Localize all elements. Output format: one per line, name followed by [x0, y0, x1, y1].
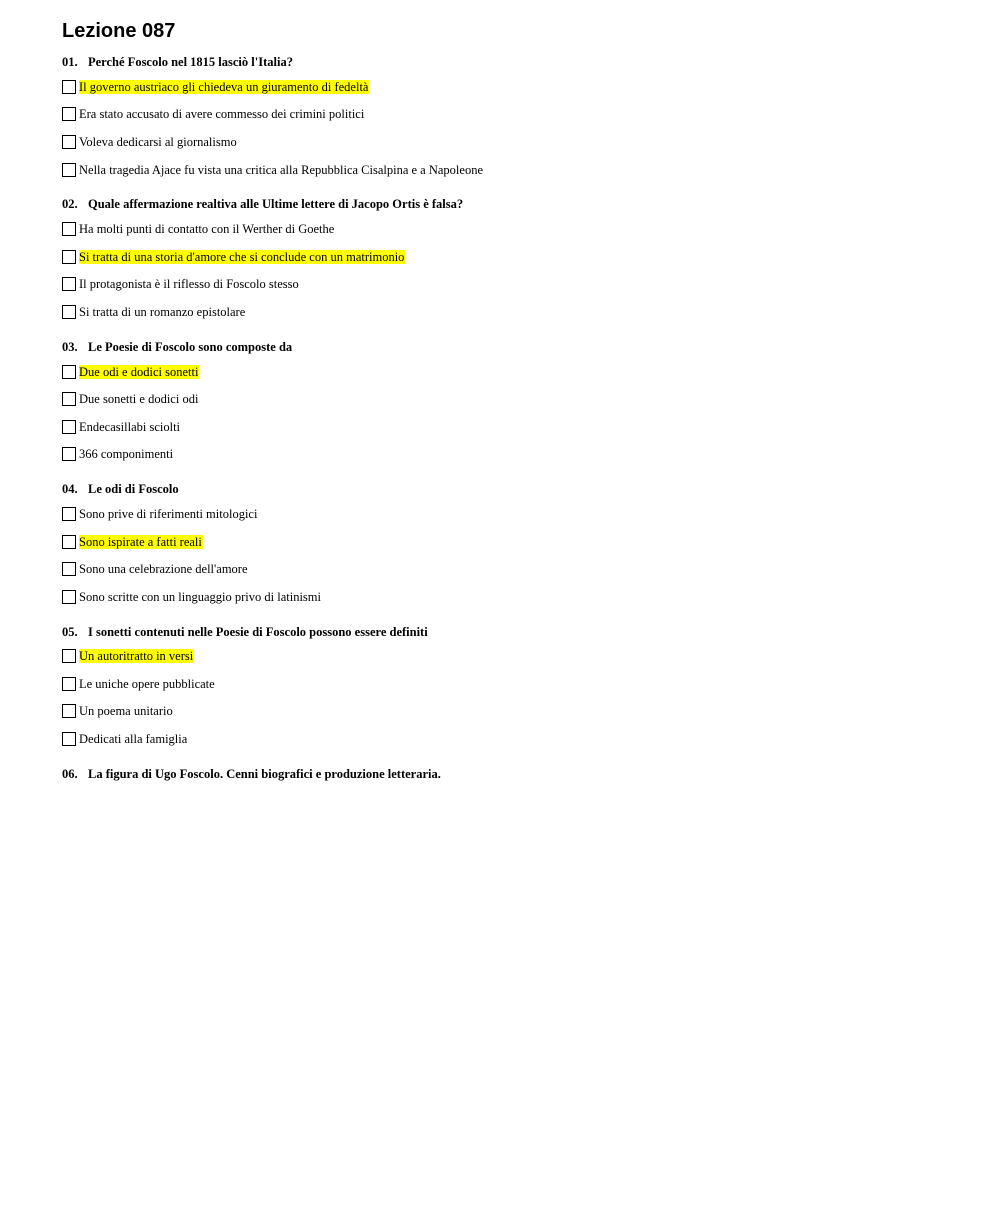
question-block — [62, 197, 962, 325]
answer-text: Un poema unitario — [79, 704, 173, 719]
answer-checkbox[interactable] — [62, 250, 76, 264]
answer-option[interactable] — [62, 583, 962, 611]
question-number: 06. — [62, 766, 78, 781]
answer-list — [62, 73, 962, 183]
answer-checkbox[interactable] — [62, 135, 76, 149]
answer-text: Un autoritratto in versi — [79, 649, 194, 664]
answer-option[interactable] — [62, 441, 962, 469]
answer-list — [62, 500, 962, 610]
answer-text: Voleva dedicarsi al giornalismo — [79, 134, 237, 149]
answer-option[interactable] — [62, 413, 962, 441]
answer-checkbox[interactable] — [62, 535, 76, 549]
answer-text: Il protagonista è il riflesso di Foscolo stesso — [79, 277, 299, 292]
question-text: Quale affermazione realtiva alle Ultime lettere di Jacopo Ortis è falsa? — [88, 197, 464, 212]
answer-option[interactable] — [62, 385, 962, 413]
answer-list — [62, 215, 962, 325]
answer-checkbox[interactable] — [62, 305, 76, 319]
answer-option-highlighted[interactable] — [62, 243, 962, 271]
question-number: 03. — [62, 339, 78, 354]
answer-option[interactable] — [62, 555, 962, 583]
question-block — [62, 625, 962, 753]
answer-checkbox[interactable] — [62, 420, 76, 434]
question-heading — [62, 55, 962, 69]
answer-checkbox[interactable] — [62, 649, 76, 663]
answer-list — [62, 358, 962, 468]
question-text: Le Poesie di Foscolo sono composte da — [88, 339, 293, 354]
answer-checkbox[interactable] — [62, 277, 76, 291]
question-heading — [62, 482, 962, 496]
answer-text: Si tratta di un romanzo epistolare — [79, 304, 246, 319]
answer-checkbox[interactable] — [62, 365, 76, 379]
answer-text: Sono una celebrazione dell'amore — [79, 562, 248, 577]
answer-text: 366 componimenti — [79, 447, 174, 462]
question-text: La figura di Ugo Foscolo. Cenni biografici e produzione letteraria. — [88, 766, 441, 781]
question-heading — [62, 767, 962, 781]
answer-checkbox[interactable] — [62, 590, 76, 604]
answer-text: Sono prive di riferimenti mitologici — [79, 506, 258, 521]
answer-text: Nella tragedia Ajace fu vista una critica alla Repubblica Cisalpina e a Napoleone — [79, 162, 483, 177]
answer-text: Si tratta di una storia d'amore che si conclude con un matrimonio — [79, 249, 405, 264]
question-block — [62, 55, 962, 183]
question-list — [62, 55, 962, 781]
answer-option-highlighted[interactable] — [62, 73, 962, 101]
question-heading — [62, 197, 962, 211]
question-number: 05. — [62, 624, 78, 639]
answer-text: Sono scritte con un linguaggio privo di latinismi — [79, 589, 321, 604]
answer-option[interactable] — [62, 500, 962, 528]
answer-text: Endecasillabi sciolti — [79, 419, 181, 434]
question-text: I sonetti contenuti nelle Poesie di Foscolo possono essere definiti — [88, 624, 428, 639]
answer-option[interactable] — [62, 698, 962, 726]
answer-checkbox[interactable] — [62, 222, 76, 236]
question-number: 02. — [62, 197, 78, 212]
answer-option[interactable] — [62, 128, 962, 156]
question-number: 01. — [62, 55, 78, 69]
answer-option[interactable] — [62, 156, 962, 184]
answer-text: Due sonetti e dodici odi — [79, 392, 199, 407]
answer-text: Il governo austriaco gli chiedeva un giuramento di fedeltà — [79, 79, 369, 94]
question-block — [62, 767, 962, 781]
answer-checkbox[interactable] — [62, 677, 76, 691]
answer-list — [62, 643, 962, 753]
answer-checkbox[interactable] — [62, 163, 76, 177]
answer-option-highlighted[interactable] — [62, 358, 962, 386]
answer-checkbox[interactable] — [62, 507, 76, 521]
answer-checkbox[interactable] — [62, 107, 76, 121]
answer-text: Due odi e dodici sonetti — [79, 364, 199, 379]
question-block — [62, 482, 962, 610]
answer-checkbox[interactable] — [62, 447, 76, 461]
question-block — [62, 340, 962, 468]
answer-option[interactable] — [62, 215, 962, 243]
question-number: 04. — [62, 482, 78, 497]
answer-text: Dedicati alla famiglia — [79, 732, 188, 747]
answer-checkbox[interactable] — [62, 562, 76, 576]
answer-option[interactable] — [62, 298, 962, 326]
answer-checkbox[interactable] — [62, 704, 76, 718]
answer-text: Era stato accusato di avere commesso dei crimini politici — [79, 107, 365, 122]
answer-option[interactable] — [62, 271, 962, 299]
answer-checkbox[interactable] — [62, 392, 76, 406]
answer-text: Ha molti punti di contatto con il Werther di Goethe — [79, 222, 335, 237]
answer-text: Le uniche opere pubblicate — [79, 676, 215, 691]
question-heading — [62, 340, 962, 354]
question-heading — [62, 625, 962, 639]
answer-checkbox[interactable] — [62, 80, 76, 94]
question-text: Perché Foscolo nel 1815 lasciò l'Italia? — [88, 55, 293, 69]
answer-option[interactable] — [62, 670, 962, 698]
answer-checkbox[interactable] — [62, 732, 76, 746]
document — [62, 18, 962, 781]
answer-text: Sono ispirate a fatti reali — [79, 534, 202, 549]
lesson-title: Lezione 087 — [62, 20, 176, 42]
question-text: Le odi di Foscolo — [88, 482, 179, 497]
answer-option-highlighted[interactable] — [62, 528, 962, 556]
answer-option[interactable] — [62, 101, 962, 129]
answer-option[interactable] — [62, 725, 962, 753]
answer-option-highlighted[interactable] — [62, 643, 962, 671]
